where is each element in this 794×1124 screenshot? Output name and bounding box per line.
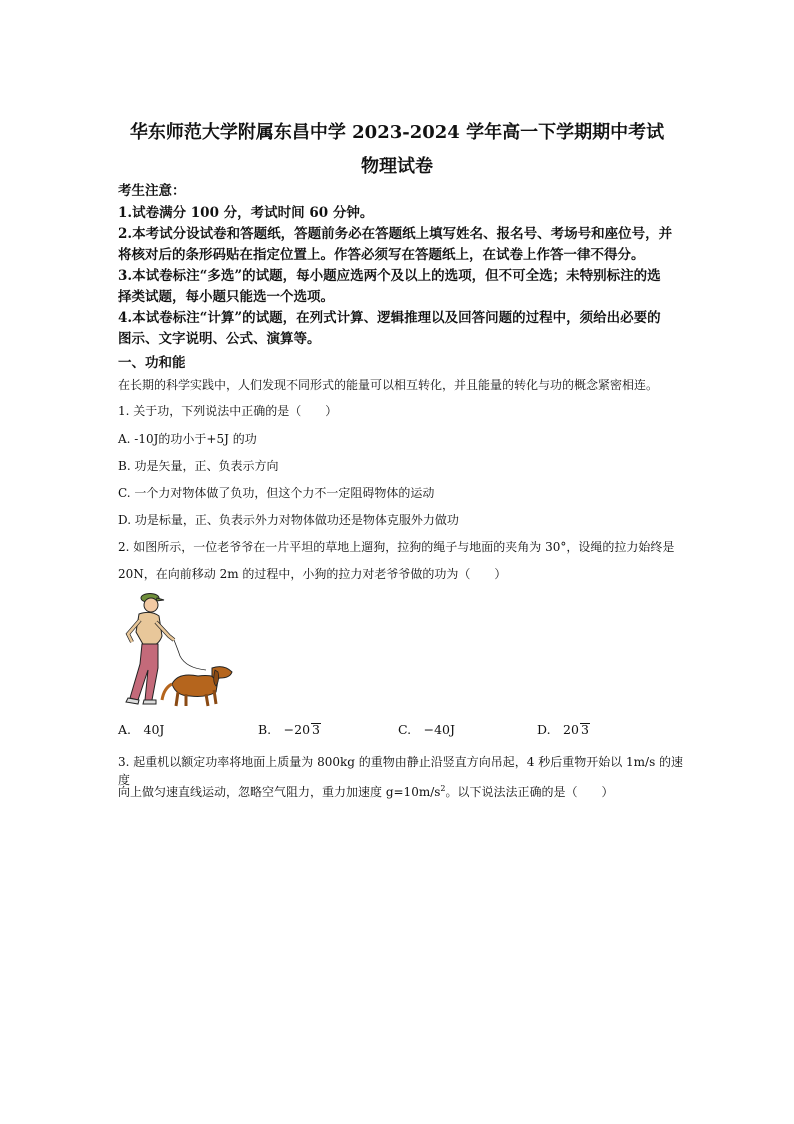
dog-tail <box>162 684 172 700</box>
q3-stem-text: 向上做匀速直线运动，忽略空气阻力，重力加速度 g=10m/s <box>118 785 441 799</box>
q1-option-c: C. 一个力对物体做了负功，但这个力不一定阻碍物体的运动 <box>118 486 435 500</box>
notice-item-2: 2.本考试分设试卷和答题纸，答题前务必在答题纸上填写姓名、报名号、考场号和座位号，并 <box>118 226 673 242</box>
coat <box>136 612 162 646</box>
q1-stem: 1. 关于功，下列说法中正确的是（ ） <box>118 404 338 418</box>
q2-option-d-prefix: D. 20 <box>537 722 579 737</box>
section-heading: 一、功和能 <box>118 355 186 371</box>
q2-option-b-root: 3 <box>312 722 320 737</box>
notice-item-2-cont: 将核对后的条形码贴在指定位置上。作答必须写在答题纸上，在试卷上作答一律不得分。 <box>118 247 645 263</box>
q3-stem-line2 <box>118 780 680 801</box>
notice-item-1: 1.试卷满分 100 分，考试时间 60 分钟。 <box>118 205 374 221</box>
q2-stem-line1: 2. 如图所示，一位老爷爷在一片平坦的草地上遛狗，拉狗的绳子与地面的夹角为 30°，设绳的拉力始终是 <box>118 540 675 554</box>
q2-option-c: C. −40J <box>398 722 455 737</box>
section-intro: 在长期的科学实践中，人们发现不同形式的能量可以相互转化，并且能量的转化与功的概念紧密相连。 <box>118 378 659 392</box>
q2-option-d <box>537 720 590 738</box>
q1-option-b: B. 功是矢量，正、负表示方向 <box>118 459 279 473</box>
notice-item-3-cont: 择类试题，每小题只能选一个选项。 <box>118 289 334 305</box>
pants <box>130 644 158 700</box>
leash <box>174 640 206 670</box>
q1-option-d: D. 功是标量，正、负表示外力对物体做功还是物体克服外力做功 <box>118 513 459 527</box>
notice-item-4-cont: 图示、文字说明、公式、演算等。 <box>118 331 321 347</box>
q3-superscript: 2 <box>440 784 446 793</box>
exam-title: 华东师范大学附属东昌中学 2023-2024 学年高一下学期期中考试 <box>129 122 665 143</box>
q2-option-a: A. 40J <box>118 722 165 737</box>
notice-item-4: 4.本试卷标注“计算”的试题，在列式计算、逻辑推理以及回答问题的过程中，须给出必要的 <box>118 310 661 326</box>
q3-stem-tail: 。以下说法法正确的是（ ） <box>445 785 614 799</box>
q3-stem-line1: 3. 起重机以额定功率将地面上质量为 800kg 的重物由静止沿竖直方向吊起，4 秒后重物开始以 1m/s 的速度 <box>118 755 684 787</box>
man-walking-dog-illustration <box>114 588 238 712</box>
dog-ear <box>214 670 219 686</box>
shoe-front <box>143 700 156 704</box>
exam-subtitle: 物理试卷 <box>361 156 433 177</box>
q2-stem-line2: 20N，在向前移动 2m 的过程中，小狗的拉力对老爷爷做的功为（ ） <box>118 567 507 581</box>
notice-heading: 考生注意： <box>118 183 186 199</box>
q1-option-a: A. -10J的功小于+5J 的功 <box>118 432 257 446</box>
q2-option-b-prefix: B. −20 <box>258 722 311 737</box>
q2-option-d-root: 3 <box>580 722 589 737</box>
head <box>144 598 158 612</box>
cap-brim <box>156 598 164 601</box>
notice-item-3: 3.本试卷标注“多选”的试题，每小题应选两个及以上的选项，但不可全选；未特别标注的选 <box>118 268 661 284</box>
q2-option-b <box>258 720 321 738</box>
